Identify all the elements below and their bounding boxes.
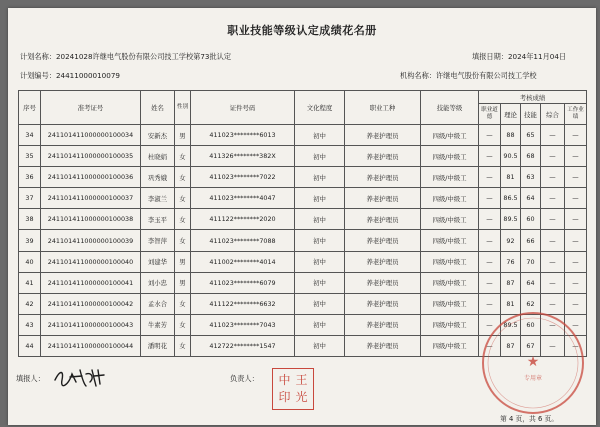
row-theory: 90.5: [501, 146, 521, 167]
row-skill: 64: [521, 188, 541, 209]
row-gender: 女: [175, 146, 191, 167]
plan-number-value: 24411000010079: [55, 71, 120, 80]
header-level: 技能等级: [421, 91, 479, 125]
row-gender: 女: [175, 335, 191, 356]
row-work-perf: —: [565, 146, 587, 167]
row-theory: 92: [501, 230, 521, 251]
row-gender: 女: [175, 314, 191, 335]
row-theory: 86.5: [501, 188, 521, 209]
row-name: 潘明花: [141, 335, 175, 356]
header-gender: 性别: [175, 91, 191, 125]
row-name: 刘小忠: [141, 272, 175, 293]
row-cert-no: 411023********4047: [191, 188, 295, 209]
row-work-perf: —: [565, 272, 587, 293]
table-row: [19, 167, 587, 188]
row-seq: 37: [19, 188, 41, 209]
header-education: 文化程度: [295, 91, 345, 125]
org-name: [400, 71, 537, 81]
table-row: [19, 272, 587, 293]
row-exam-no: 241101411000000100040: [41, 251, 141, 272]
row-skill: 60: [521, 314, 541, 335]
row-occupation: 养老护理员: [345, 125, 421, 146]
fill-date: [472, 52, 566, 62]
header-occupation: 职业工种: [345, 91, 421, 125]
row-seq: 41: [19, 272, 41, 293]
row-skill: 66: [521, 230, 541, 251]
row-cert-no: 411002********4014: [191, 251, 295, 272]
row-seq: 36: [19, 167, 41, 188]
row-name: 孟水合: [141, 293, 175, 314]
row-education: 初中: [295, 314, 345, 335]
row-work-perf: —: [565, 209, 587, 230]
official-stamp: [478, 308, 588, 418]
row-ethics: —: [479, 146, 501, 167]
row-seq: 44: [19, 335, 41, 356]
row-skill: 70: [521, 251, 541, 272]
row-comprehensive: —: [541, 209, 565, 230]
row-cert-no: 411023********7022: [191, 167, 295, 188]
row-comprehensive: —: [541, 293, 565, 314]
row-level: 四级/中级工: [421, 209, 479, 230]
row-seq: 40: [19, 251, 41, 272]
table-row: [19, 230, 587, 251]
row-seq: 43: [19, 314, 41, 335]
row-comprehensive: —: [541, 188, 565, 209]
row-comprehensive: —: [541, 251, 565, 272]
row-seq: 34: [19, 125, 41, 146]
row-exam-no: 241101411000000100041: [41, 272, 141, 293]
header-cert-no: 证件号码: [191, 91, 295, 125]
row-cert-no: 411326********382X: [191, 146, 295, 167]
row-seq: 42: [19, 293, 41, 314]
row-name: 巩秀娥: [141, 167, 175, 188]
row-education: 初中: [295, 146, 345, 167]
row-occupation: 养老护理员: [345, 272, 421, 293]
row-occupation: 养老护理员: [345, 230, 421, 251]
row-cert-no: 411122********2020: [191, 209, 295, 230]
table-row: [19, 209, 587, 230]
row-exam-no: 241101411000000100034: [41, 125, 141, 146]
row-exam-no: 241101411000000100035: [41, 146, 141, 167]
responsible-label: 负责人：: [230, 374, 259, 383]
filler-signature: [52, 366, 108, 388]
row-education: 初中: [295, 167, 345, 188]
plan-name-label: 计划名称：: [20, 52, 56, 61]
row-occupation: 养老护理员: [345, 146, 421, 167]
row-comprehensive: —: [541, 335, 565, 356]
row-exam-no: 241101411000000100042: [41, 293, 141, 314]
row-seq: 38: [19, 209, 41, 230]
row-ethics: —: [479, 335, 501, 356]
row-gender: 女: [175, 188, 191, 209]
row-comprehensive: —: [541, 272, 565, 293]
row-cert-no: 412722********1547: [191, 335, 295, 356]
row-comprehensive: —: [541, 125, 565, 146]
seal-char: 印: [278, 390, 291, 404]
row-work-perf: —: [565, 293, 587, 314]
row-level: 四级/中级工: [421, 230, 479, 251]
row-ethics: —: [479, 167, 501, 188]
row-level: 四级/中级工: [421, 167, 479, 188]
row-seq: 39: [19, 230, 41, 251]
row-occupation: 养老护理员: [345, 335, 421, 356]
org-name-label: 机构名称：: [400, 71, 436, 80]
plan-name: [20, 52, 231, 62]
table-row: [19, 125, 587, 146]
row-name: 李玉平: [141, 209, 175, 230]
row-education: 初中: [295, 209, 345, 230]
row-ethics: —: [479, 272, 501, 293]
row-level: 四级/中级工: [421, 251, 479, 272]
row-level: 四级/中级工: [421, 293, 479, 314]
svg-text:★: ★: [526, 354, 540, 370]
row-exam-no: 241101411000000100037: [41, 188, 141, 209]
row-gender: 男: [175, 251, 191, 272]
table-row: [19, 146, 587, 167]
row-occupation: 养老护理员: [345, 167, 421, 188]
row-cert-no: 411023********6079: [191, 272, 295, 293]
row-skill: 68: [521, 146, 541, 167]
row-theory: 76: [501, 251, 521, 272]
seal-char: 王: [295, 373, 308, 387]
row-ethics: —: [479, 314, 501, 335]
row-name: 李淑兰: [141, 188, 175, 209]
row-theory: 87: [501, 272, 521, 293]
personal-seal: [272, 368, 314, 410]
row-level: 四级/中级工: [421, 125, 479, 146]
row-skill: 64: [521, 272, 541, 293]
row-education: 初中: [295, 335, 345, 356]
row-work-perf: —: [565, 230, 587, 251]
row-cert-no: 411122********6632: [191, 293, 295, 314]
row-ethics: —: [479, 251, 501, 272]
header-work-perf: 工作业绩: [565, 104, 587, 125]
row-comprehensive: —: [541, 146, 565, 167]
row-ethics: —: [479, 230, 501, 251]
row-theory: 88: [501, 125, 521, 146]
row-name: 牛素芳: [141, 314, 175, 335]
header-exam-no: 准考证号: [41, 91, 141, 125]
row-occupation: 养老护理员: [345, 188, 421, 209]
row-ethics: —: [479, 188, 501, 209]
row-gender: 男: [175, 125, 191, 146]
row-education: 初中: [295, 272, 345, 293]
row-exam-no: 241101411000000100036: [41, 167, 141, 188]
seal-char: 光: [295, 390, 308, 404]
row-theory: 87: [501, 335, 521, 356]
row-exam-no: 241101411000000100039: [41, 230, 141, 251]
row-seq: 35: [19, 146, 41, 167]
row-education: 初中: [295, 293, 345, 314]
row-level: 四级/中级工: [421, 314, 479, 335]
header-comprehensive: 综合: [541, 104, 565, 125]
row-work-perf: —: [565, 125, 587, 146]
row-occupation: 养老护理员: [345, 209, 421, 230]
row-gender: 女: [175, 209, 191, 230]
plan-number: [20, 71, 120, 81]
header-name: 姓名: [141, 91, 175, 125]
row-work-perf: —: [565, 251, 587, 272]
row-education: 初中: [295, 230, 345, 251]
row-skill: 65: [521, 125, 541, 146]
row-level: 四级/中级工: [421, 188, 479, 209]
header-seq: 序号: [19, 91, 41, 125]
document-page: [8, 8, 596, 425]
table-row: [19, 188, 587, 209]
row-comprehensive: —: [541, 230, 565, 251]
row-work-perf: —: [565, 335, 587, 356]
row-work-perf: —: [565, 167, 587, 188]
row-exam-no: 241101411000000100044: [41, 335, 141, 356]
row-skill: 63: [521, 167, 541, 188]
header-ethics: 职业道德: [479, 104, 501, 125]
row-gender: 男: [175, 272, 191, 293]
plan-name-value: 20241028许继电气股份有限公司技工学校第73批认定: [55, 52, 232, 61]
filler-label: 填报人：: [16, 374, 45, 383]
row-comprehensive: —: [541, 314, 565, 335]
row-exam-no: 241101411000000100038: [41, 209, 141, 230]
header-theory: 理论: [501, 104, 521, 125]
page-number: 第 4 页，共 6 页。: [500, 415, 559, 423]
row-gender: 女: [175, 167, 191, 188]
svg-text:专用章: 专用章: [523, 375, 543, 382]
row-education: 初中: [295, 188, 345, 209]
row-theory: 81: [501, 167, 521, 188]
org-name-value: 许继电气股份有限公司技工学校: [435, 71, 537, 80]
seal-char: 中: [278, 373, 291, 387]
table-row: [19, 251, 587, 272]
row-skill: 60: [521, 209, 541, 230]
row-name: 杜晓娟: [141, 146, 175, 167]
row-cert-no: 411023********7088: [191, 230, 295, 251]
row-education: 初中: [295, 125, 345, 146]
row-level: 四级/中级工: [421, 272, 479, 293]
row-education: 初中: [295, 251, 345, 272]
row-theory: 89.5: [501, 209, 521, 230]
header-scores: 考核成绩: [479, 91, 587, 104]
row-level: 四级/中级工: [421, 146, 479, 167]
plan-number-label: 计划编号：: [20, 71, 56, 80]
row-name: 安新杰: [141, 125, 175, 146]
row-name: 李智萍: [141, 230, 175, 251]
header-skill: 技能: [521, 104, 541, 125]
fill-date-value: 2024年11月04日: [507, 52, 567, 61]
row-occupation: 养老护理员: [345, 251, 421, 272]
row-cert-no: 411023********7043: [191, 314, 295, 335]
row-theory: 81: [501, 293, 521, 314]
row-theory: 89.5: [501, 314, 521, 335]
page-title: 职业技能等级认定成绩花名册: [227, 24, 377, 37]
row-cert-no: 411023********6013: [191, 125, 295, 146]
row-gender: 女: [175, 230, 191, 251]
row-work-perf: —: [565, 188, 587, 209]
fill-date-label: 填报日期：: [472, 52, 508, 61]
row-gender: 女: [175, 293, 191, 314]
row-skill: 67: [521, 335, 541, 356]
row-exam-no: 241101411000000100043: [41, 314, 141, 335]
row-ethics: —: [479, 209, 501, 230]
row-work-perf: —: [565, 314, 587, 335]
row-occupation: 养老护理员: [345, 314, 421, 335]
row-level: 四级/中级工: [421, 335, 479, 356]
row-ethics: —: [479, 125, 501, 146]
row-occupation: 养老护理员: [345, 293, 421, 314]
row-skill: 62: [521, 293, 541, 314]
row-comprehensive: —: [541, 167, 565, 188]
row-name: 刘建华: [141, 251, 175, 272]
row-ethics: —: [479, 293, 501, 314]
